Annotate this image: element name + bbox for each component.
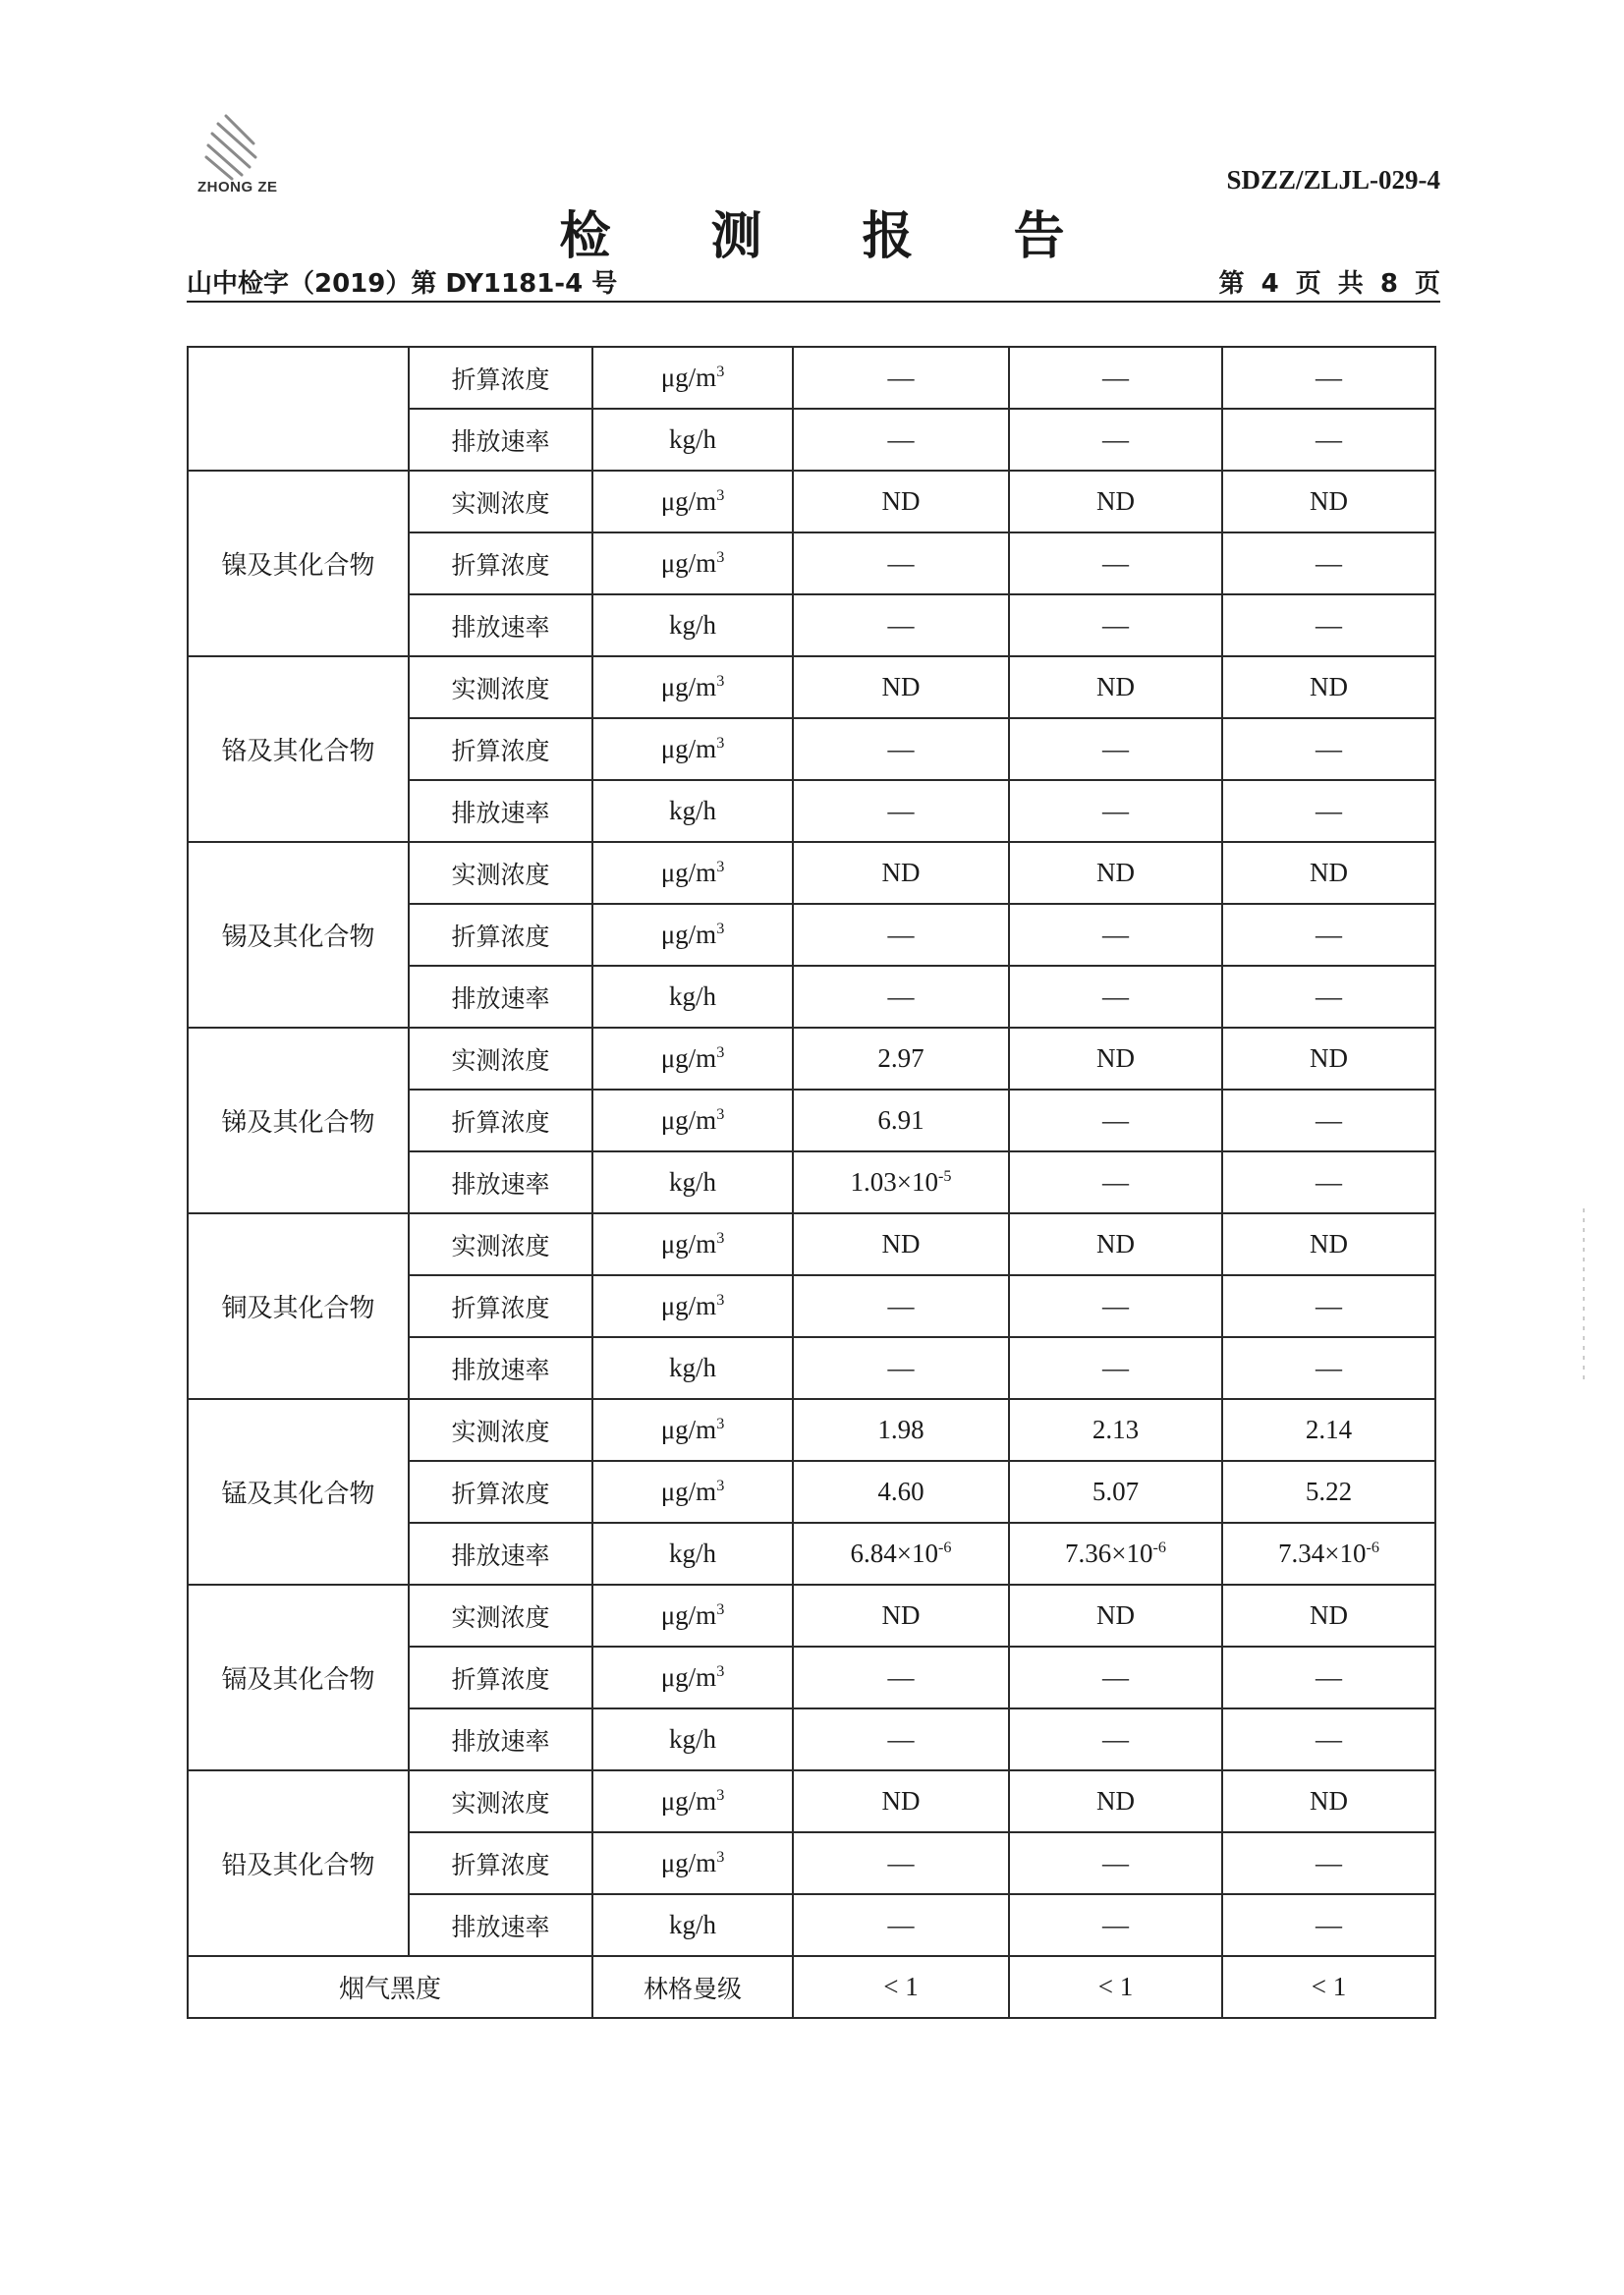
parameter-cell: 实测浓度 — [409, 1028, 592, 1090]
page-title: 检 测 报 告 — [559, 207, 1106, 266]
table-row — [188, 1956, 1435, 2018]
unit-cell: kg/h — [592, 780, 793, 842]
value-cell: 2.97 — [793, 1028, 1009, 1090]
value-cell: ND — [1222, 656, 1435, 718]
parameter-cell: 排放速率 — [409, 409, 592, 471]
unit-cell: kg/h — [592, 1151, 793, 1213]
parameter-cell: 实测浓度 — [409, 1585, 592, 1647]
value-cell: — — [1222, 1275, 1435, 1337]
value-cell: ND — [1222, 1028, 1435, 1090]
value-cell — [1222, 594, 1435, 656]
unit-cell — [592, 532, 793, 594]
unit-cell — [592, 1275, 793, 1337]
value-cell: — — [1009, 904, 1222, 966]
value-cell — [1222, 780, 1435, 842]
rate-mantissa: — — [1102, 1910, 1129, 1939]
value-cell: — — [1222, 904, 1435, 966]
unit-cell: kg/h — [592, 966, 793, 1028]
unit-cell — [592, 1213, 793, 1275]
value-cell: ND — [793, 842, 1009, 904]
unit-text: μg/m — [660, 1291, 717, 1320]
value-cell — [793, 1151, 1009, 1213]
rate-mantissa: — — [1102, 796, 1129, 825]
value-cell: ND — [1009, 842, 1222, 904]
unit-text: μg/m — [660, 1229, 717, 1259]
value-cell — [1222, 966, 1435, 1028]
unit-text: μg/m — [660, 1662, 717, 1692]
value-cell: ND — [793, 1770, 1009, 1832]
table-row — [188, 1028, 1435, 1090]
unit-cell — [592, 471, 793, 532]
value-cell — [793, 594, 1009, 656]
unit-exponent: 3 — [716, 363, 725, 380]
rate-mantissa: — — [1316, 981, 1342, 1011]
value-cell — [793, 1708, 1009, 1770]
unit-exponent: 3 — [716, 1291, 725, 1309]
value-cell — [1222, 1337, 1435, 1399]
value-cell: ND — [1222, 471, 1435, 532]
unit-exponent: 3 — [716, 1229, 725, 1247]
parameter-cell: 排放速率 — [409, 1151, 592, 1213]
unit-text: μg/m — [660, 1600, 717, 1630]
unit-exponent: 3 — [716, 1662, 725, 1680]
compound-name-cell: 铅及其化合物 — [188, 1770, 409, 1956]
parameter-cell: 折算浓度 — [409, 718, 592, 780]
rate-mantissa: — — [1102, 1167, 1129, 1197]
unit-text: μg/m — [660, 1848, 717, 1877]
rate-mantissa: — — [1316, 1353, 1342, 1382]
value-cell: — — [1009, 1647, 1222, 1708]
parameter-cell: 折算浓度 — [409, 532, 592, 594]
unit-exponent: 3 — [716, 1105, 725, 1123]
unit-exponent: 3 — [716, 486, 725, 504]
rate-mantissa: — — [1316, 1910, 1342, 1939]
parameter-cell: 排放速率 — [409, 1894, 592, 1956]
value-cell — [1009, 594, 1222, 656]
value-cell — [1222, 1708, 1435, 1770]
parameter-cell: 实测浓度 — [409, 842, 592, 904]
value-cell: — — [793, 904, 1009, 966]
value-cell — [1009, 1708, 1222, 1770]
rate-exponent: -6 — [938, 1539, 952, 1556]
unit-cell — [592, 656, 793, 718]
unit-text: μg/m — [660, 548, 717, 578]
continued-group-cell — [188, 347, 409, 471]
unit-cell — [592, 1399, 793, 1461]
unit-text: μg/m — [660, 734, 717, 763]
unit-text: μg/m — [660, 920, 717, 949]
value-cell: — — [793, 409, 1009, 471]
value-cell: — — [793, 347, 1009, 409]
value-cell: — — [1009, 718, 1222, 780]
report-reference-number: 山中检字（2019）第 DY1181-4 号 — [187, 269, 618, 299]
value-cell — [1222, 1523, 1435, 1585]
rate-mantissa: — — [887, 1353, 915, 1382]
value-cell: ND — [1222, 1213, 1435, 1275]
unit-text: μg/m — [660, 363, 717, 392]
parameter-cell: 折算浓度 — [409, 1647, 592, 1708]
unit-cell — [592, 842, 793, 904]
value-cell — [1009, 1151, 1222, 1213]
unit-exponent: 3 — [716, 1415, 725, 1432]
results-table — [187, 346, 1436, 2019]
value-cell: ND — [1009, 1770, 1222, 1832]
unit-cell — [592, 1585, 793, 1647]
value-cell: 2.13 — [1009, 1399, 1222, 1461]
value-cell: ND — [793, 1213, 1009, 1275]
parameter-cell: 实测浓度 — [409, 1399, 592, 1461]
unit-cell: kg/h — [592, 594, 793, 656]
value-cell: — — [1009, 1275, 1222, 1337]
value-cell: 2.14 — [1222, 1399, 1435, 1461]
rate-mantissa: — — [1316, 610, 1342, 640]
parameter-cell: 折算浓度 — [409, 904, 592, 966]
rate-exponent: -6 — [1152, 1539, 1166, 1556]
unit-text: μg/m — [660, 858, 717, 887]
unit-exponent: 3 — [716, 920, 725, 937]
rate-exponent: -5 — [938, 1167, 952, 1185]
unit-cell — [592, 718, 793, 780]
unit-cell — [592, 1028, 793, 1090]
value-cell — [793, 780, 1009, 842]
value-cell: 4.60 — [793, 1461, 1009, 1523]
unit-exponent: 3 — [716, 548, 725, 566]
rate-mantissa: — — [887, 981, 915, 1011]
document-code: SDZZ/ZLJL-029-4 — [1226, 165, 1440, 195]
value-cell — [793, 1523, 1009, 1585]
unit-exponent: 3 — [716, 1477, 725, 1494]
value-cell: — — [1222, 1832, 1435, 1894]
value-cell: — — [1009, 409, 1222, 471]
compound-name-cell: 锑及其化合物 — [188, 1028, 409, 1213]
rate-mantissa: — — [887, 1724, 915, 1754]
parameter-cell: 折算浓度 — [409, 1090, 592, 1151]
parameter-cell: 折算浓度 — [409, 1275, 592, 1337]
value-cell: ND — [1222, 1585, 1435, 1647]
value-cell: ND — [793, 471, 1009, 532]
parameter-cell: 排放速率 — [409, 594, 592, 656]
parameter-cell: 排放速率 — [409, 1337, 592, 1399]
value-cell: — — [793, 1275, 1009, 1337]
value-cell: 6.91 — [793, 1090, 1009, 1151]
rate-mantissa: 7.34×10 — [1278, 1539, 1367, 1568]
value-cell — [1009, 966, 1222, 1028]
value-cell: < 1 — [793, 1956, 1009, 2018]
compound-name-cell: 镉及其化合物 — [188, 1585, 409, 1770]
value-cell — [793, 1337, 1009, 1399]
value-cell — [1009, 1523, 1222, 1585]
compound-name-cell: 铜及其化合物 — [188, 1213, 409, 1399]
value-cell: — — [793, 718, 1009, 780]
rate-mantissa: — — [1316, 1724, 1342, 1754]
rate-mantissa: — — [1316, 796, 1342, 825]
value-cell: ND — [1009, 656, 1222, 718]
value-cell: 1.98 — [793, 1399, 1009, 1461]
scan-artifact — [1583, 1208, 1585, 1385]
unit-cell: kg/h — [592, 1708, 793, 1770]
value-cell: — — [793, 1832, 1009, 1894]
table-row — [188, 656, 1435, 718]
parameter-cell: 折算浓度 — [409, 1461, 592, 1523]
compound-name-cell: 锰及其化合物 — [188, 1399, 409, 1585]
parameter-cell: 实测浓度 — [409, 1213, 592, 1275]
value-cell: — — [1009, 1090, 1222, 1151]
value-cell: — — [793, 532, 1009, 594]
unit-text: μg/m — [660, 1477, 717, 1506]
compound-name-cell: 铬及其化合物 — [188, 656, 409, 842]
table-row — [188, 1399, 1435, 1461]
value-cell: ND — [793, 1585, 1009, 1647]
compound-name-cell: 锡及其化合物 — [188, 842, 409, 1028]
table-row — [188, 1213, 1435, 1275]
unit-text: μg/m — [660, 1786, 717, 1816]
value-cell — [1222, 1894, 1435, 1956]
value-cell: — — [1222, 1647, 1435, 1708]
rate-mantissa: 7.36×10 — [1065, 1539, 1153, 1568]
parameter-cell: 排放速率 — [409, 966, 592, 1028]
value-cell — [1009, 780, 1222, 842]
table-row — [188, 347, 1435, 409]
parameter-cell: 折算浓度 — [409, 347, 592, 409]
value-cell: < 1 — [1222, 1956, 1435, 2018]
value-cell: ND — [1009, 471, 1222, 532]
unit-text: μg/m — [660, 486, 717, 516]
unit-cell — [592, 1832, 793, 1894]
value-cell: ND — [1009, 1213, 1222, 1275]
parameter-cell: 排放速率 — [409, 1708, 592, 1770]
value-cell: — — [1222, 718, 1435, 780]
rate-mantissa: — — [887, 796, 915, 825]
unit-cell — [592, 347, 793, 409]
value-cell: ND — [1009, 1028, 1222, 1090]
value-cell: — — [1009, 347, 1222, 409]
unit-text: μg/m — [660, 1105, 717, 1135]
rate-mantissa: — — [1102, 610, 1129, 640]
logo-text: ZHONG ZE — [197, 179, 278, 196]
parameter-cell: 实测浓度 — [409, 1770, 592, 1832]
value-cell — [1009, 1894, 1222, 1956]
parameter-cell: 排放速率 — [409, 780, 592, 842]
rate-mantissa: — — [1316, 1167, 1342, 1197]
rate-mantissa: — — [1102, 1724, 1129, 1754]
unit-exponent: 3 — [716, 1043, 725, 1061]
rate-mantissa: 1.03×10 — [850, 1167, 938, 1197]
unit-cell — [592, 1461, 793, 1523]
unit-cell — [592, 1647, 793, 1708]
unit-text: μg/m — [660, 1043, 717, 1073]
unit-cell: kg/h — [592, 1337, 793, 1399]
table-row — [188, 1585, 1435, 1647]
table-row — [188, 1770, 1435, 1832]
value-cell — [793, 1894, 1009, 1956]
unit-text: μg/m — [660, 672, 717, 701]
value-cell: ND — [1222, 842, 1435, 904]
table-row — [188, 842, 1435, 904]
rate-mantissa: 6.84×10 — [850, 1539, 938, 1568]
rate-mantissa: — — [1102, 1353, 1129, 1382]
value-cell: — — [793, 1647, 1009, 1708]
value-cell: 5.22 — [1222, 1461, 1435, 1523]
rate-exponent: -6 — [1366, 1539, 1379, 1556]
unit-exponent: 3 — [716, 672, 725, 690]
value-cell: — — [1222, 409, 1435, 471]
unit-cell: kg/h — [592, 409, 793, 471]
value-cell: ND — [793, 656, 1009, 718]
unit-cell — [592, 1090, 793, 1151]
unit-text: μg/m — [660, 1415, 717, 1444]
compound-name-cell: 镍及其化合物 — [188, 471, 409, 656]
value-cell — [793, 966, 1009, 1028]
table-row — [188, 471, 1435, 532]
unit-cell: kg/h — [592, 1894, 793, 1956]
header-divider — [187, 301, 1440, 303]
parameter-cell: 实测浓度 — [409, 656, 592, 718]
smoke-blackness-label: 烟气黑度 — [188, 1956, 592, 2018]
value-cell: — — [1009, 532, 1222, 594]
value-cell: — — [1222, 347, 1435, 409]
unit-exponent: 3 — [716, 858, 725, 875]
unit-cell — [592, 904, 793, 966]
parameter-cell: 折算浓度 — [409, 1832, 592, 1894]
unit-cell: kg/h — [592, 1523, 793, 1585]
parameter-cell: 实测浓度 — [409, 471, 592, 532]
value-cell: ND — [1009, 1585, 1222, 1647]
unit-exponent: 3 — [716, 1600, 725, 1618]
unit-exponent: 3 — [716, 734, 725, 752]
value-cell — [1222, 1151, 1435, 1213]
rate-mantissa: — — [887, 1910, 915, 1939]
value-cell — [1009, 1337, 1222, 1399]
value-cell: — — [1222, 532, 1435, 594]
unit-exponent: 3 — [716, 1848, 725, 1866]
unit-cell — [592, 1770, 793, 1832]
unit-cell: 林格曼级 — [592, 1956, 793, 2018]
value-cell: < 1 — [1009, 1956, 1222, 2018]
value-cell: — — [1009, 1832, 1222, 1894]
value-cell: ND — [1222, 1770, 1435, 1832]
value-cell: 5.07 — [1009, 1461, 1222, 1523]
value-cell: — — [1222, 1090, 1435, 1151]
page-number: 第 4 页 共 8 页 — [1218, 269, 1440, 299]
parameter-cell: 排放速率 — [409, 1523, 592, 1585]
unit-exponent: 3 — [716, 1786, 725, 1804]
rate-mantissa: — — [887, 610, 915, 640]
rate-mantissa: — — [1102, 981, 1129, 1011]
